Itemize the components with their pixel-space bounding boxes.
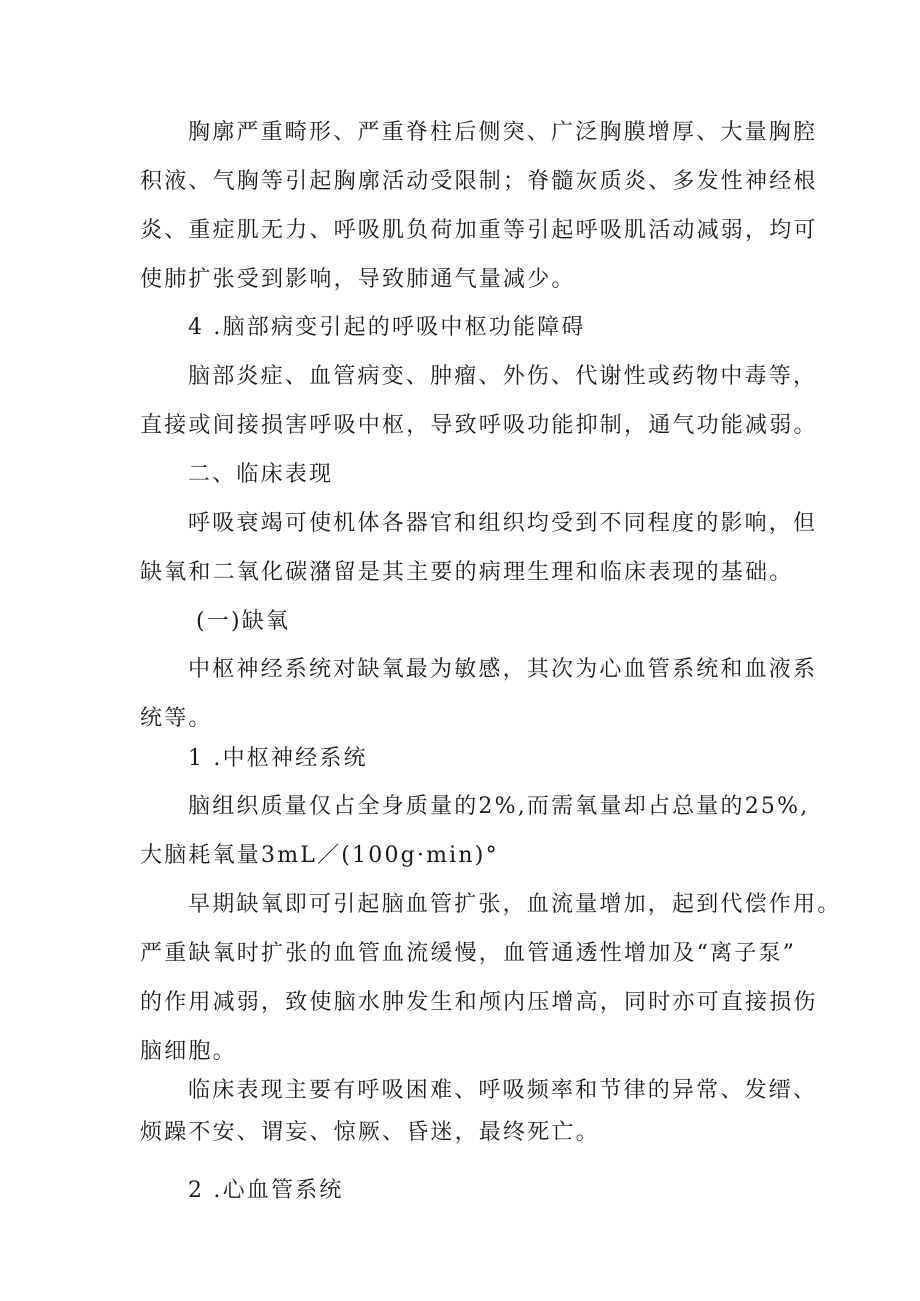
paragraph-chest-wall (140, 108, 818, 304)
text-line: 的作用减弱，致使脑水肿发生和颅内压增高，同时亦可直接损伤 (140, 990, 818, 1015)
paragraph-early-hypoxia (140, 880, 842, 1076)
text-line: 炎、重症肌无力、呼吸肌负荷加重等引起呼吸肌活动减弱，均可 (140, 218, 818, 243)
text-line: 统等。 (140, 706, 213, 731)
text-line: 大脑耗氧量3mL／(100g·min)° (140, 843, 499, 868)
section-heading: 二、临床表现 (188, 462, 334, 487)
text-line: 脑细胞。 (140, 1039, 237, 1064)
text-line: 缺氧和二氧化碳潴留是其主要的病理生理和临床表现的基础。 (140, 560, 794, 585)
paragraph-cns-oxygen (140, 782, 810, 880)
paragraph-hypoxia (140, 645, 818, 743)
section-heading: 2 .心血管系统 (188, 1178, 344, 1203)
paragraph-clinical (140, 499, 818, 597)
text-line: 中枢神经系统对缺氧最为敏感，其次为心血管系统和血液系 (188, 657, 818, 682)
heading-cns (140, 734, 800, 783)
heading-cardiovascular (140, 1166, 800, 1215)
text-line: 胸廓严重畸形、严重脊柱后侧突、广泛胸膜增厚、大量胸腔 (188, 120, 818, 145)
paragraph-clinical-symptoms (140, 1070, 818, 1154)
text-line: 严重缺氧时扩张的血管血流缓慢，血管通透性增加及“离子泵” (140, 941, 797, 966)
text-line: 临床表现主要有呼吸困难、呼吸频率和节律的异常、发缙、 (188, 1078, 818, 1103)
text-line: 积液、气胸等引起胸廓活动受限制；脊髓灰质炎、多发性神经根 (140, 169, 818, 194)
text-line: 直接或间接损害呼吸中枢，导致呼吸功能抑制，通气功能减弱。 (140, 413, 818, 438)
paragraph-brain-lesion (140, 352, 818, 450)
text-line: 早期缺氧即可引起脑血管扩张，血流量增加，起到代偿作用。 (188, 892, 842, 917)
text-line: 呼吸衰竭可使机体各器官和组织均受到不同程度的影响，但 (188, 511, 818, 536)
section-heading: 4 .脑部病变引起的呼吸中枢功能障碍 (188, 315, 586, 340)
heading-clinical (140, 450, 800, 499)
text-line: 脑部炎症、血管病变、肿瘤、外伤、代谢性或药物中毒等， (188, 364, 818, 389)
text-line: 脑组织质量仅占全身质量的2%,而需氧量却占总量的25%, (188, 794, 810, 819)
text-line: 使肺扩张受到影响，导致肺通气量减少。 (140, 267, 576, 292)
section-heading: 1 .中枢神经系统 (188, 746, 368, 771)
heading-brain-lesion (140, 303, 800, 352)
heading-hypoxia (148, 597, 808, 646)
section-heading: (一)缺氧 (196, 609, 291, 634)
text-line: 烦躁不安、谓妄、惊厥、昏迷，最终死亡。 (140, 1120, 600, 1145)
